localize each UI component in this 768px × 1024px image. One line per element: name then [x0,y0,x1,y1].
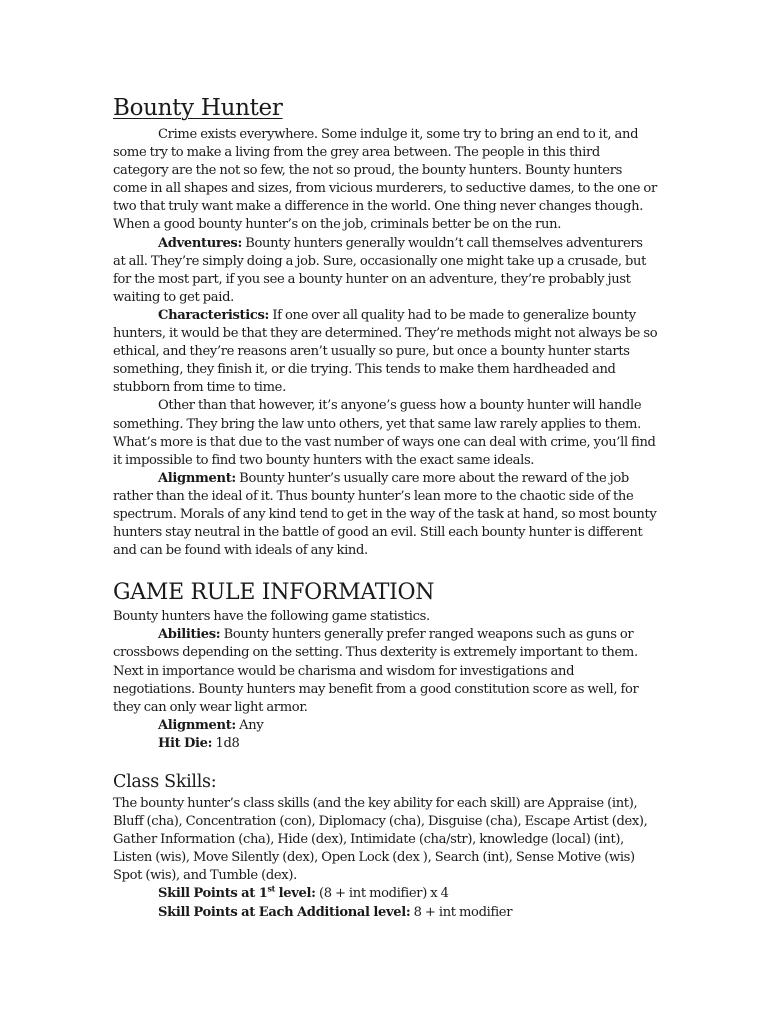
characteristics-paragraph [113,307,658,397]
characteristics-label: Characteristics: [158,307,270,323]
alignment-description-text: Bounty hunter’s usually care more about the reward of the job rather than the ideal of it. Thus bounty hunter’s lean more to the chaotic side of the spectrum. Morals of any kind tend to get in the way of the task at hand, so most bounty hunters stay neutral in the battle of good an evil. Still each bounty hunter is different and can be found with ideals of any kind. [113,470,657,559]
class-skills-heading: Class Skills: [113,772,217,792]
skill-points-first-label [158,886,316,901]
adventures-label: Adventures: [158,235,242,251]
skill-points-additional-level [113,904,658,922]
document-page [113,92,658,922]
adventures-paragraph [113,235,658,307]
abilities-paragraph [113,626,658,716]
class-skills-paragraph: The bounty hunter’s class skills (and the key ability for each skill) are Appraise (int), Bluff (cha), Concentration (con), Diplomacy (cha), Disguise (cha), Escape Artist (dex), Gather Information (cha), Hide (dex), Intimidate (cha/str), knowledge (local) (int), Listen (wis), Move Silently (dex), Open Lock (dex ), Search (int), Sense Motive (wis) Spot (wis), and Tumble (dex). [113,796,648,884]
skill-points-first-level [113,885,658,903]
hit-die-value: 1d8 [212,735,240,751]
alignment-description-label: Alignment: [158,470,236,486]
game-rule-intro: Bounty hunters have the following game statistics. [113,609,430,625]
adventures-text: Bounty hunters generally wouldn’t call themselves adventurers at all. They’re simply doing a job. Sure, occasionally one might take up a crusade, but for the most part, if you see a bounty hunter on an adventure, they’re probably just waiting to get paid. [113,235,646,305]
abilities-label: Abilities: [158,627,221,643]
intro-paragraph: Crime exists everywhere. Some indulge it, some try to bring an end to it, and some try to make a living from the grey area between. The people in this third category are the not so few, the not so proud, the bounty hunters. Bounty hunters come in all shapes and sizes, from vicious murderers, to seductive dames, to the one or two that truly want make a difference in the world. One thing never changes though. When a good bounty hunter’s on the job, criminals better be on the run. [113,127,657,233]
characteristics-text: If one over all quality had to be made to generalize bounty hunters, it would be that they are determined. They’re methods might not always be so ethical, and they’re reasons aren’t usually so pure, but once a bounty hunter starts something, they finish it, or die trying. This tends to make them hardheaded and stubborn from time to time. [113,307,658,396]
alignment-stat [113,717,658,735]
hit-die-label: Hit Die: [158,735,213,751]
skill-points-first-label-post: level: [274,886,316,902]
hit-die-stat [113,735,658,753]
alignment-stat-value: Any [235,717,264,733]
skill-points-first-label-pre: Skill Points at 1 [158,886,268,902]
alignment-stat-label: Alignment: [158,717,236,733]
other-paragraph: Other than that however, it’s anyone’s guess how a bounty hunter will handle something. They bring the law unto others, yet that same law rarely applies to them. What’s more is that due to the vast number of ways one can deal with crime, you’ll find it impossible to find two bounty hunters with the exact same ideals. [113,398,656,468]
game-rule-heading: GAME RULE INFORMATION [113,580,435,606]
abilities-text: Bounty hunters generally prefer ranged weapons such as guns or crossbows depending on the setting. Thus dexterity is extremely important to them. Next in importance would be charisma and wisdom for investigations and negotiations. Bounty hunters may benefit from a good constitution score as well, for they can only wear light armor. [113,627,639,715]
skill-points-additional-value: 8 + int modifier [410,904,513,920]
skill-points-first-label-sup: st [267,884,275,895]
skill-points-first-value: (8 + int modifier) x 4 [315,886,449,902]
alignment-description-paragraph [113,470,658,560]
page-title: Bounty Hunter [113,95,283,121]
skill-points-additional-label: Skill Points at Each Additional level: [158,904,411,920]
